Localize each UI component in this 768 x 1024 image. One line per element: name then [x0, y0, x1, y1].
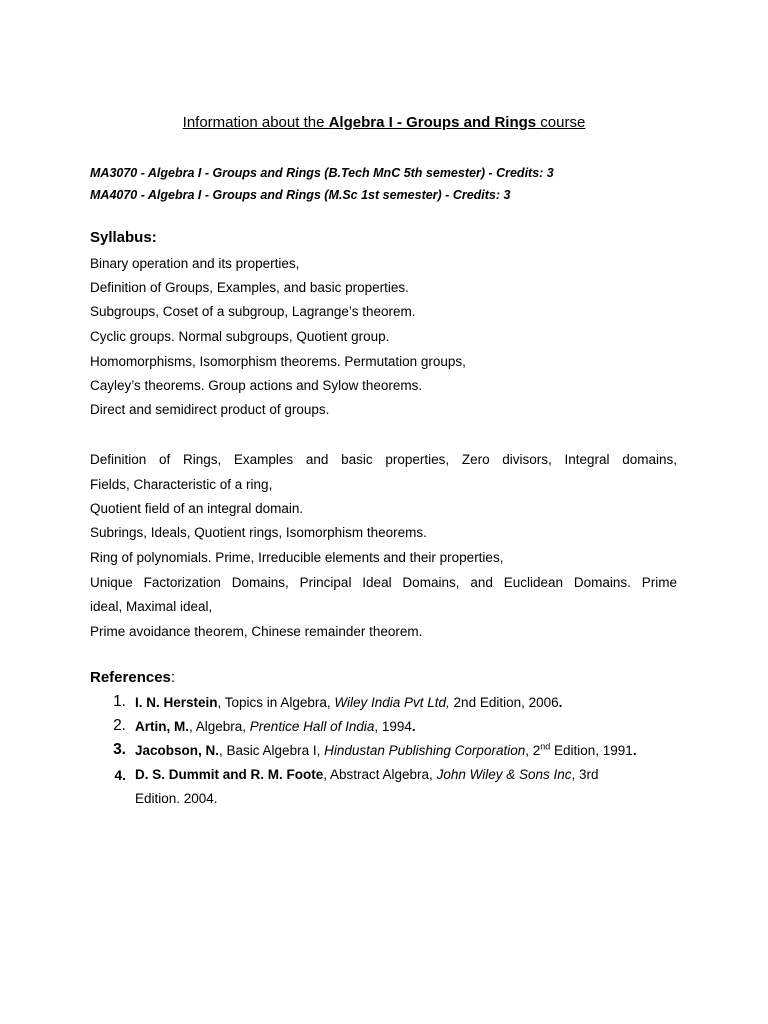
syllabus-line: Subrings, Ideals, Quotient rings, Isomorphism theorems. [90, 525, 427, 540]
reference-edition-year: Edition, 1991 [550, 743, 633, 758]
syllabus-line: Unique Factorization Domains, Principal Ideal Domains, and Euclidean Domains. Prime [90, 575, 677, 590]
syllabus-line: Binary operation and its properties, [90, 256, 300, 271]
syllabus-line: Prime avoidance theorem, Chinese remainder theorem. [90, 624, 423, 639]
reference-item [135, 694, 562, 712]
reference-publisher: Hindustan Publishing Corporation [324, 743, 526, 758]
reference-publisher: John Wiley & Sons Inc [436, 767, 572, 782]
reference-end: . [558, 695, 563, 710]
reference-item [135, 766, 599, 784]
reference-author: Jacobson, N. [135, 743, 220, 758]
reference-title: , Algebra, [189, 719, 250, 734]
references-heading-label: References [90, 669, 171, 686]
reference-edition: 2nd Edition, 2006 [449, 695, 559, 710]
title-suffix: course [536, 114, 586, 131]
references-heading-colon: : [170, 669, 176, 686]
reference-number: 3. [113, 741, 126, 758]
reference-end: . [632, 743, 637, 758]
syllabus-line: Cyclic groups. Normal subgroups, Quotient group. [90, 329, 390, 344]
title-course-name: Algebra I - Groups and Rings [328, 114, 537, 131]
syllabus-line: Direct and semidirect product of groups. [90, 402, 330, 417]
course-code-line: MA3070 - Algebra I - Groups and Rings (B.Tech MnC 5th semester) - Credits: 3 [90, 166, 554, 180]
syllabus-heading: Syllabus: [90, 229, 157, 246]
title-prefix: Information about the [182, 114, 329, 131]
syllabus-line: Definition of Rings, Examples and basic properties, Zero divisors, Integral domains, [90, 452, 677, 467]
reference-author: Artin, M. [135, 719, 189, 734]
reference-title: , Abstract Algebra, [323, 767, 437, 782]
syllabus-line: Quotient field of an integral domain. [90, 501, 304, 516]
reference-item [135, 718, 416, 736]
references-heading [90, 668, 175, 688]
reference-edition: , 3rd [571, 767, 599, 782]
reference-publisher: Prentice Hall of India [249, 719, 375, 734]
reference-title: , Basic Algebra I, [219, 743, 325, 758]
syllabus-line: Cayley’s theorems. Group actions and Sylow theorems. [90, 378, 423, 393]
reference-author: D. S. Dummit and R. M. Foote [135, 767, 324, 782]
reference-number: 2. [113, 717, 126, 734]
reference-number: 1. [113, 693, 126, 710]
reference-edition: , 2 [525, 743, 541, 758]
reference-continuation: Edition. 2004. [135, 791, 218, 806]
reference-author: I. N. Herstein [135, 695, 218, 710]
syllabus-line: Definition of Groups, Examples, and basic properties. [90, 280, 409, 295]
page-title [0, 113, 768, 133]
reference-edition-superscript: nd [540, 741, 551, 752]
syllabus-line: Ring of polynomials. Prime, Irreducible elements and their properties, [90, 550, 504, 565]
syllabus-line: Homomorphisms, Isomorphism theorems. Permutation groups, [90, 354, 466, 369]
syllabus-line: Subgroups, Coset of a subgroup, Lagrange’s theorem. [90, 304, 416, 319]
course-code-line: MA4070 - Algebra I - Groups and Rings (M.Sc 1st semester) - Credits: 3 [90, 188, 511, 202]
reference-item [135, 742, 637, 760]
syllabus-line: Fields, Characteristic of a ring, [90, 477, 273, 492]
syllabus-line: ideal, Maximal ideal, [90, 599, 213, 614]
reference-title: , Topics in Algebra, [217, 695, 335, 710]
reference-end: . [411, 719, 416, 734]
reference-publisher: Wiley India Pvt Ltd, [334, 695, 450, 710]
reference-edition: , 1994 [374, 719, 412, 734]
reference-number: 4. [114, 767, 126, 783]
